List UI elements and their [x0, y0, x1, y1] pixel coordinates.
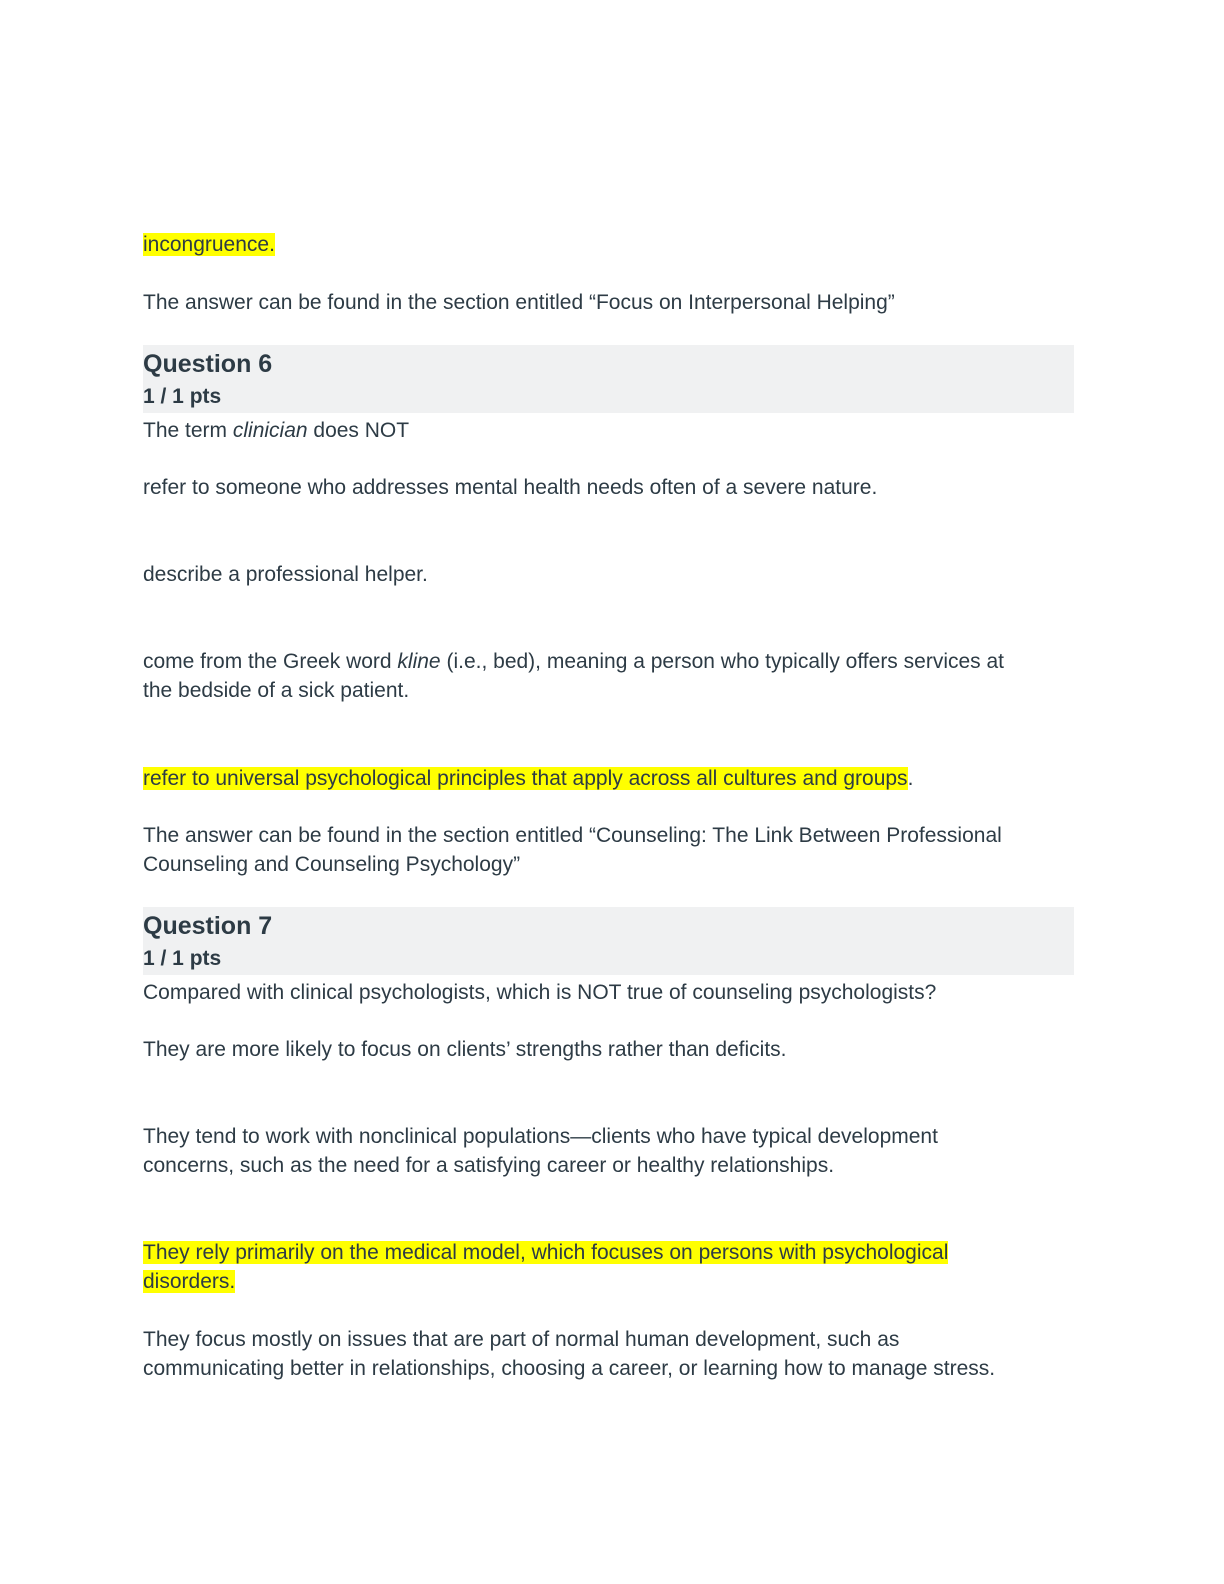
question-7-stem: Compared with clinical psychologists, which is NOT true of counseling psychologists?: [143, 981, 937, 1004]
question-6-points: 1 / 1 pts: [143, 385, 222, 408]
question-7-option-d: They focus mostly on issues that are part of normal human development, such as: [143, 1328, 900, 1351]
question-6-option-c-line2: the bedside of a sick patient.: [143, 679, 410, 702]
question-7-option-a: They are more likely to focus on clients’ strengths rather than deficits.: [143, 1038, 787, 1061]
question-7-header: [143, 907, 1074, 975]
feedback-previous: The answer can be found in the section entitled “Focus on Interpersonal Helping”: [143, 291, 895, 314]
question-7-option-c-line2: disorders.: [143, 1270, 236, 1293]
question-6-feedback-line2: Counseling and Counseling Psychology”: [143, 853, 521, 876]
question-6-option-c: come from the Greek word kline (i.e., bed), meaning a person who typically offers services at: [143, 650, 1005, 673]
question-6-option-b: describe a professional helper.: [143, 563, 428, 586]
selected-answer-previous: incongruence.: [143, 233, 275, 256]
question-6-title: Question 6: [143, 350, 273, 378]
question-7-option-b: They tend to work with nonclinical populations—clients who have typical development: [143, 1125, 938, 1148]
question-7-points: 1 / 1 pts: [143, 947, 222, 970]
question-6-feedback: The answer can be found in the section entitled “Counseling: The Link Between Professional: [143, 824, 1002, 847]
question-6-header: [143, 345, 1074, 413]
question-7-option-b-line2: concerns, such as the need for a satisfying career or healthy relationships.: [143, 1154, 835, 1177]
question-6-option-a: refer to someone who addresses mental health needs often of a severe nature.: [143, 476, 878, 499]
question-7-option-d-line2: communicating better in relationships, choosing a career, or learning how to manage stress.: [143, 1357, 996, 1380]
question-7-option-c-correct: They rely primarily on the medical model, which focuses on persons with psychological: [143, 1241, 949, 1264]
question-6-stem: The term clinician does NOT: [143, 419, 410, 442]
question-6-option-d-correct: refer to universal psychological principles that apply across all cultures and groups.: [143, 767, 914, 790]
question-7-title: Question 7: [143, 912, 273, 940]
